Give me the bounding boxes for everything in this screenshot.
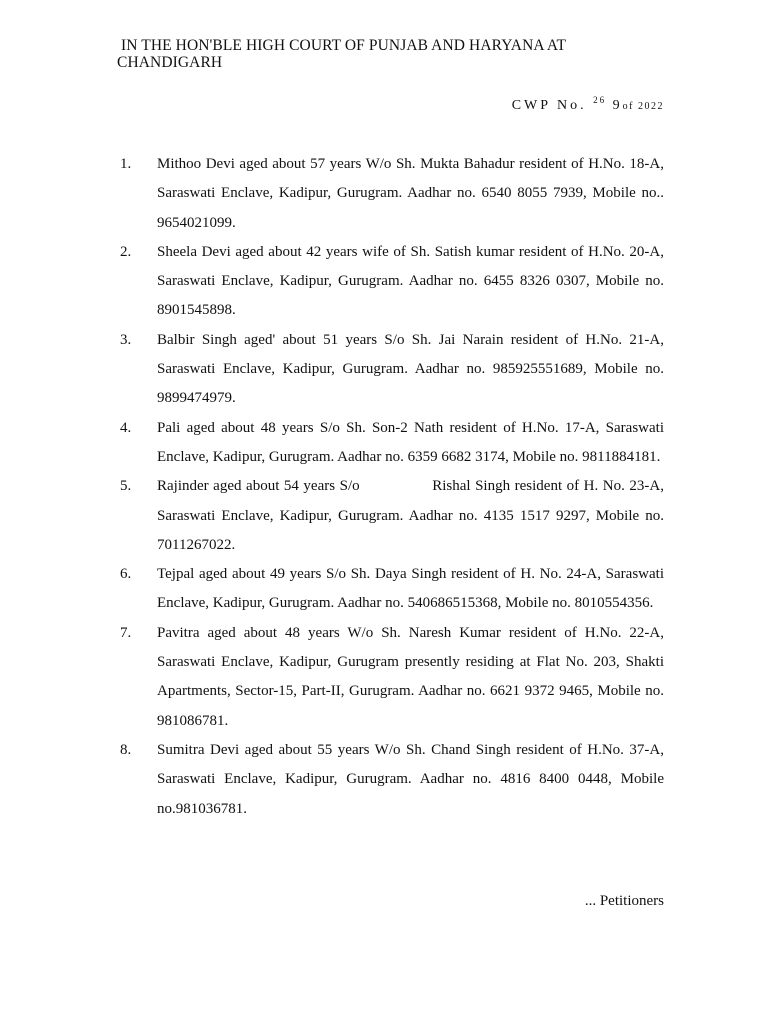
petitioner-item [120,472,668,560]
petitioner-number: 7. [120,624,132,641]
petitioner-details: Sumitra Devi aged about 55 years W/o Sh. Chand Singh resident of H.No. 37-A, Saraswati Enclave, Kadipur, Gurugram. Aadhar no. 4816 8400 0448, Mobile no.981036781. [157,741,664,817]
case-number-part-b: 9 [612,98,623,113]
petitioner-details: Balbir Singh aged' about 51 years S/o Sh. Jai Narain resident of H.No. 21-A, Saraswati Enclave, Kadipur, Gurugram. Aadhar no. 985925551689, Mobile no. 9899474979. [157,331,664,407]
petitioner-item [120,150,664,238]
petitioner-item [120,414,664,473]
petitioner-details: Sheela Devi aged about 42 years wife of Sh. Satish kumar resident of H.No. 20-A, Saraswati Enclave, Kadipur, Gurugram. Aadhar no. 6455 8326 0307, Mobile no. 8901545898. [157,243,664,319]
petitioner-details: Tejpal aged about 49 years S/o Sh. Daya Singh resident of H. No. 24-A, Saraswati Enclave, Kadipur, Gurugram. Aadhar no. 540686515368, Mobile no. 8010554356. [157,566,664,612]
case-number-prefix: CWP No. [511,98,587,113]
petitioner-number: 1. [120,156,132,172]
case-number-part-a: 26 [593,95,607,105]
petitioner-item [120,560,664,619]
court-heading-line-2: CHANDIGARH [117,54,223,71]
petitioner-number: 5. [120,478,132,495]
petitioner-number: 8. [120,741,132,758]
petitioner-number: 2. [120,243,132,260]
petitioners-role-label: ... Petitioners [584,893,664,909]
petitioners-list [120,150,668,824]
petitioner-item [120,736,664,824]
court-heading [117,37,677,71]
petitioner-item [120,326,664,414]
petitioner-details: Rajinder aged about 54 years S/o Rishal Singh resident of H. No. 23-A, Saraswati Enclave, Kadipur, Gurugram. Aadhar no. 4135 1517 9297, Mobile no. 7011267022. [157,478,668,553]
petitioner-details: Pali aged about 48 years S/o Sh. Son-2 Nath resident of H.No. 17-A, Saraswati Enclave, Kadipur, Gurugram. Aadhar no. 6359 6682 3174, Mobile no. 9811884181. [157,419,664,465]
petitioner-number: 3. [120,331,132,348]
petitioner-details: Pavitra aged about 48 years W/o Sh. Naresh Kumar resident of H.No. 22-A, Saraswati Enclave, Kadipur, Gurugram presently residing at Flat No. 203, Shakti Apartments, Sector-15, Part-II, Gurugram. Aadhar no. 6621 9372 9465, Mobile no. 981086781. [157,624,664,729]
petitioner-details: Mithoo Devi aged about 57 years W/o Sh. Mukta Bahadur resident of H.No. 18-A, Saraswati Enclave, Kadipur, Gurugram. Aadhar no. 6540 8055 7939, Mobile no.. 9654021099. [157,156,664,231]
case-number-suffix: of 2022 [622,101,664,112]
court-heading-line-1: IN THE HON'BLE HIGH COURT OF PUNJAB AND HARYANA AT [121,37,567,54]
petitioner-item [120,238,664,326]
petitioner-item [120,619,664,736]
case-number [512,95,664,114]
petitioner-number: 4. [120,419,132,436]
petitioner-number: 6. [120,566,132,583]
